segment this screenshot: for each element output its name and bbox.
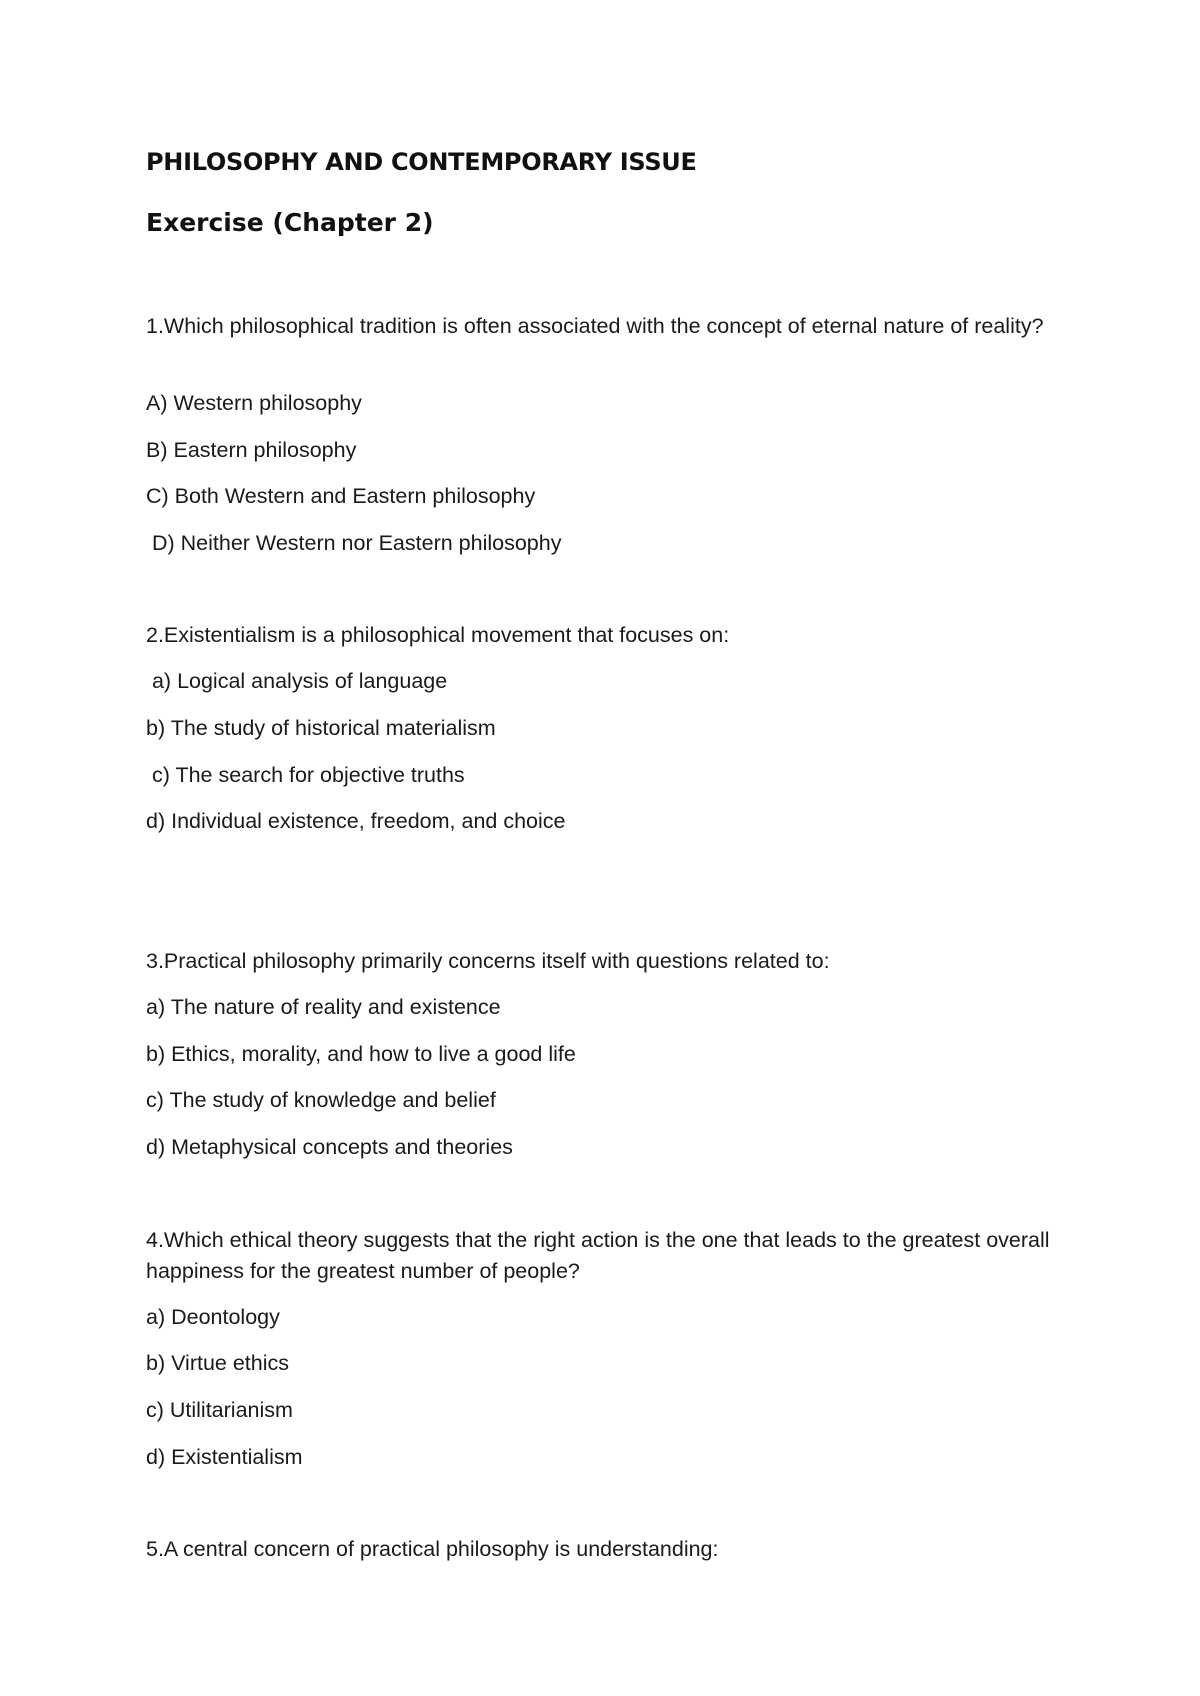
question-4-option-c: c) Utilitarianism [146,1398,293,1422]
question-2-option-a: a) Logical analysis of language [146,669,448,693]
question-4-option-b: b) Virtue ethics [146,1351,290,1375]
question-2-option-c: c) The search for objective truths [146,763,465,787]
question-3-option-d: d) Metaphysical concepts and theories [146,1135,513,1159]
question-3-text: 3.Practical philosophy primarily concerns itself with questions related to: [146,949,830,973]
question-2-option-d: d) Individual existence, freedom, and choice [146,809,566,833]
question-2-text: 2.Existentialism is a philosophical movement that focuses on: [146,623,730,647]
document-title: PHILOSOPHY AND CONTEMPORARY ISSUE [146,148,697,176]
question-1-option-a: A) Western philosophy [146,391,362,415]
question-4-option-d: d) Existentialism [146,1445,303,1469]
question-5-text: 5.A central concern of practical philosophy is understanding: [146,1537,719,1561]
question-1-option-c: C) Both Western and Eastern philosophy [146,484,536,508]
question-2-option-b: b) The study of historical materialism [146,716,496,740]
question-4-text: 4.Which ethical theory suggests that the right action is the one that leads to the greatest overall happiness for the greatest number of people? [146,1228,1050,1283]
question-3-option-b: b) Ethics, morality, and how to live a good life [146,1042,576,1066]
question-4-option-a: a) Deontology [146,1305,280,1329]
question-1-text: 1.Which philosophical tradition is often associated with the concept of eternal nature of reality? [146,314,1044,338]
question-1-option-b: B) Eastern philosophy [146,438,357,462]
question-3-option-a: a) The nature of reality and existence [146,995,501,1019]
question-3-option-c: c) The study of knowledge and belief [146,1088,496,1112]
document-subtitle: Exercise (Chapter 2) [146,208,434,237]
question-1-option-d: D) Neither Western nor Eastern philosophy [146,531,562,555]
